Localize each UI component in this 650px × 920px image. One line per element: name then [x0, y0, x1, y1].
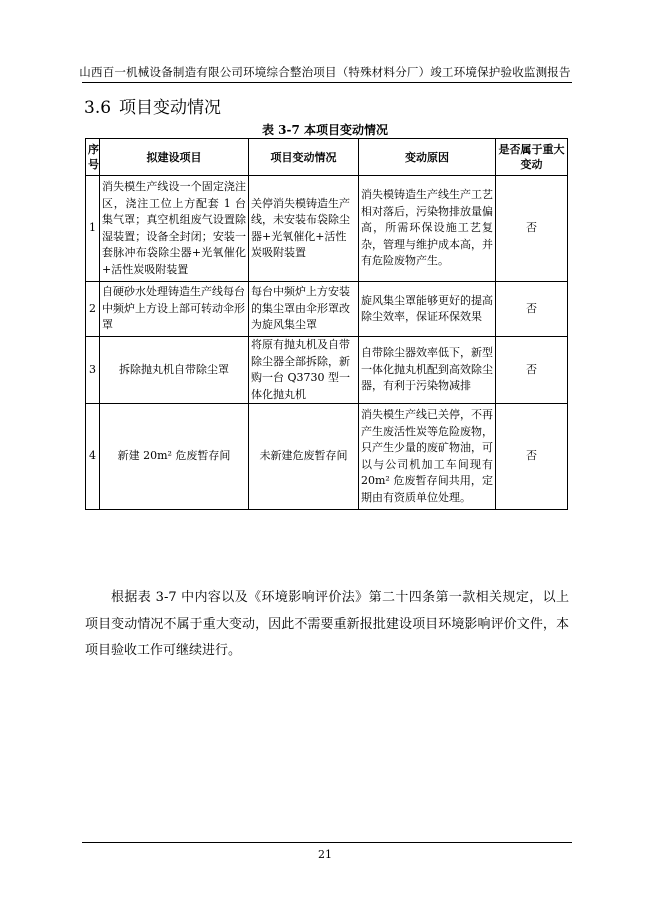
page-number: 21 [318, 848, 332, 861]
cell-reason: 消失模铸造生产线生产工艺相对落后，污染物排放量偏高，所需环保设施工艺复杂，管理与维护成本高，并有危险废物产生。 [359, 176, 496, 282]
cell-planned: 拆除抛丸机自带除尘罩 [100, 337, 249, 404]
header-divider [82, 82, 572, 83]
cell-no: 2 [86, 282, 100, 337]
cell-no: 1 [86, 176, 100, 282]
col-header-reason: 变动原因 [359, 139, 496, 176]
table-row [86, 282, 568, 337]
project-changes-table [85, 138, 568, 510]
table-row [86, 176, 568, 282]
cell-reason: 消失模生产线已关停，不再产生废活性炭等危险废物，只产生少量的废矿物油，可以与公司机加工车间现有 20m² 危废暂存间共用，定期由有资质单位处理。 [359, 404, 496, 510]
cell-change: 每台中频炉上方安装的集尘罩由伞形罩改为旋风集尘罩 [249, 282, 359, 337]
conclusion-paragraph: 根据表 3-7 中内容以及《环境影响评价法》第二十四条第一款相关规定，以上项目变动情况不属于重大变动，因此不需要重新报批建设项目环境影响评价文件，本项目验收工作可继续进行。 [85, 590, 569, 658]
cell-planned: 自硬砂水处理铸造生产线每台中频炉上方设上部可转动伞形罩 [100, 282, 249, 337]
cell-change: 将原有抛丸机及自带除尘器全部拆除，新购一台 Q3730 型一体化抛丸机 [249, 337, 359, 404]
table-row [86, 337, 568, 404]
col-header-planned: 拟建设项目 [100, 139, 249, 176]
cell-reason: 旋风集尘罩能够更好的提高除尘效率，保证环保效果 [359, 282, 496, 337]
col-header-no: 序号 [86, 139, 100, 176]
cell-reason: 自带除尘器效率低下，新型一体化抛丸机配到高效除尘器，有利于污染物减排 [359, 337, 496, 404]
footer-divider [82, 842, 572, 843]
table-row [86, 404, 568, 510]
cell-major: 否 [496, 337, 568, 404]
table-header-row [86, 139, 568, 176]
section-heading: 项目变动情况 [119, 98, 222, 118]
cell-planned: 新建 20m² 危废暂存间 [100, 404, 249, 510]
section-number: 3.6 [84, 98, 112, 118]
cell-planned: 消失模生产线设一个固定浇注区，浇注工位上方配套 1 台集气罩；真空机组废气设置除湿装置；设备全封闭；安装一套脉冲布袋除尘器+光氧催化+活性炭吸附装置 [100, 176, 249, 282]
col-header-change: 项目变动情况 [249, 139, 359, 176]
cell-major: 否 [496, 282, 568, 337]
cell-change: 未新建危废暂存间 [249, 404, 359, 510]
cell-no: 3 [86, 337, 100, 404]
cell-no: 4 [86, 404, 100, 510]
section-title [84, 93, 229, 118]
cell-change: 关停消失模铸造生产线，未安装布袋除尘器+光氧催化+活性炭吸附装置 [249, 176, 359, 282]
cell-major: 否 [496, 404, 568, 510]
col-header-major: 是否属于重大变动 [496, 139, 568, 176]
table-caption: 表 3-7 本项目变动情况 [261, 123, 389, 137]
cell-major: 否 [496, 176, 568, 282]
page-header: 山西百一机械设备制造有限公司环境综合整治项目（特殊材料分厂）竣工环境保护验收监测报告 [79, 65, 571, 79]
